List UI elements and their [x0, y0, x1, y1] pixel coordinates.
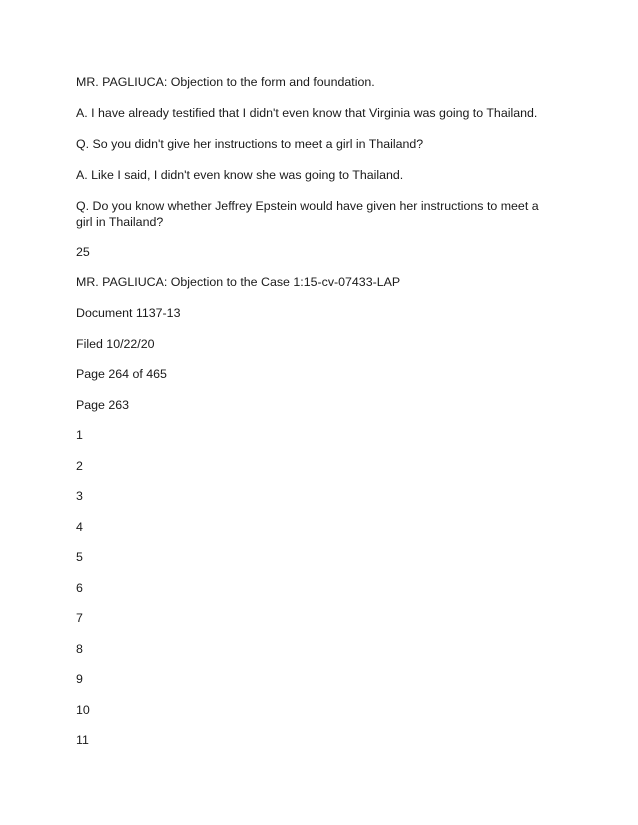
- line-number: 8: [76, 642, 83, 656]
- line-number: 6: [76, 581, 83, 595]
- transcript-line: MR. PAGLIUCA: Objection to the Case 1:15-cv-07433-LAP: [76, 275, 401, 289]
- document-number: Document 1137-13: [76, 306, 181, 320]
- transcript-line: A. Like I said, I didn't even know she was going to Thailand.: [76, 168, 404, 182]
- page-count: Page 264 of 465: [76, 367, 167, 381]
- line-number: 10: [76, 703, 90, 717]
- line-number: 1: [76, 428, 83, 442]
- transcript-line: Q. Do you know whether Jeffrey Epstein would have given her instructions to meet a girl in Thailand?: [76, 199, 539, 229]
- line-number: 4: [76, 520, 83, 534]
- filed-date: Filed 10/22/20: [76, 337, 155, 351]
- line-number: 11: [76, 733, 89, 747]
- line-number: 2: [76, 459, 83, 473]
- page-number-marker: 25: [76, 245, 90, 259]
- line-number: 7: [76, 611, 83, 625]
- line-number: 5: [76, 550, 83, 564]
- transcript-line: MR. PAGLIUCA: Objection to the form and foundation.: [76, 75, 375, 89]
- line-number: 3: [76, 489, 83, 503]
- transcript-page-label: Page 263: [76, 398, 130, 412]
- transcript-line: A. I have already testified that I didn't even know that Virginia was going to Thailand.: [76, 106, 538, 120]
- line-number: 9: [76, 672, 83, 686]
- transcript-line: Q. So you didn't give her instructions to meet a girl in Thailand?: [76, 137, 424, 151]
